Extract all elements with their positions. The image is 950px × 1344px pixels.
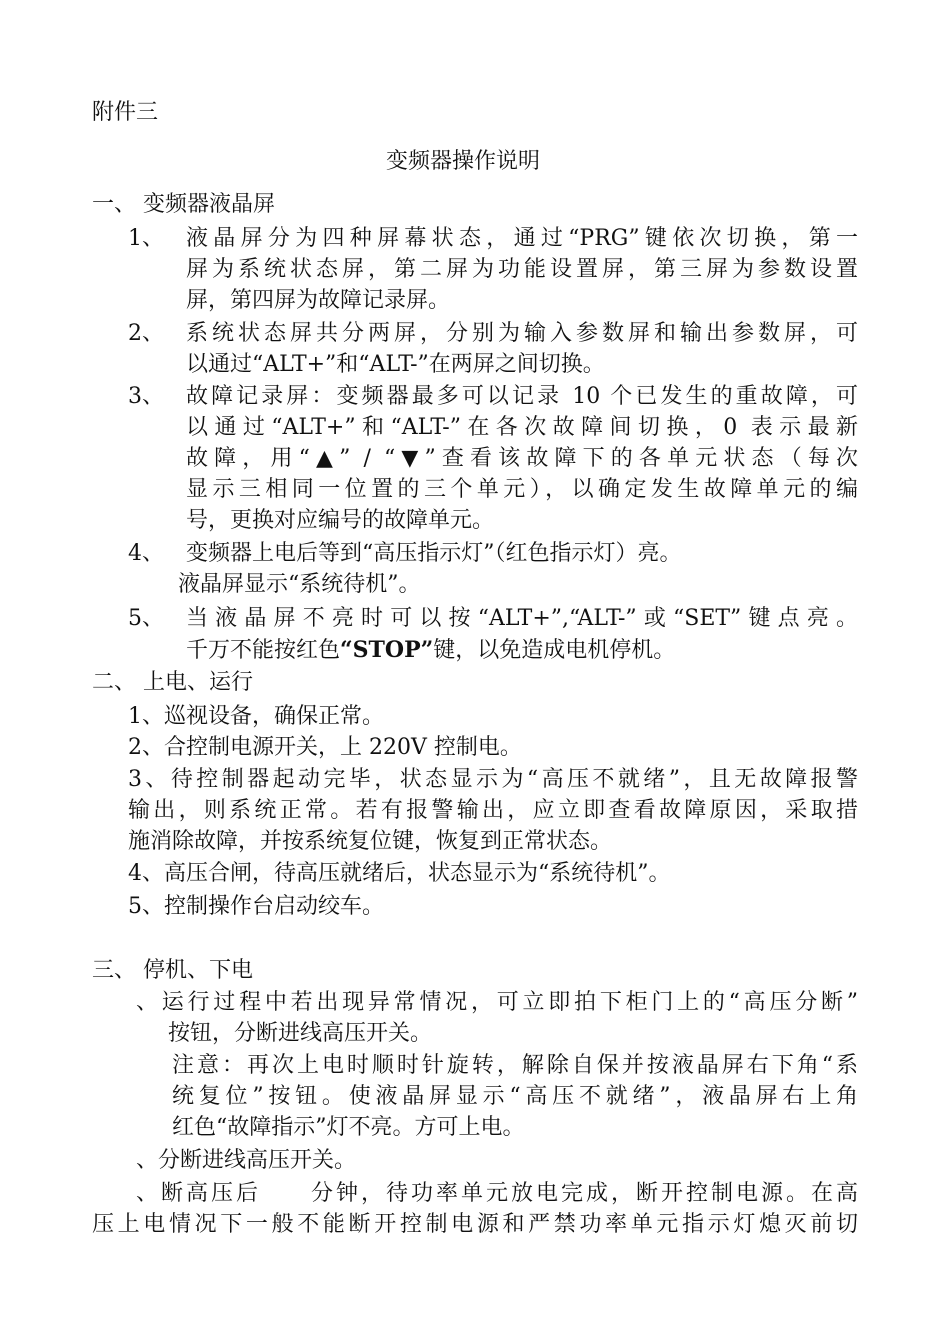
section-3-heading: 三、 停机、下电 (92, 958, 253, 983)
section-3-note: 统复位”按钮。使液晶屏显示“高压不就绪”，液晶屏右上角 (172, 1084, 858, 1109)
item-3-line: 显示三相同一位置的三个单元），以确定发生故障单元的编 (186, 477, 858, 502)
item-4-number: 4、 (128, 541, 164, 566)
section-2-line: 4、高压合闸，待高压就绪后，状态显示为“系统待机”。 (128, 861, 671, 886)
document-title: 变频器操作说明 (386, 149, 541, 174)
section-2-line: 输出，则系统正常。若有报警输出，应立即查看故障原因，采取措 (128, 798, 858, 823)
stop-key-label: “STOP” (340, 637, 434, 663)
attachment-label: 附件三 (92, 100, 159, 125)
item-5-number: 5、 (128, 606, 164, 631)
section-3-line: 、断高压后 分钟，待功率单元放电完成，断开控制电源。在高 (136, 1181, 858, 1206)
item-2-number: 2、 (128, 321, 164, 346)
item-3-line: 号，更换对应编号的故障单元。 (186, 508, 495, 533)
item-5-line: 当液晶屏不亮时可以按“ALT+”,“ALT-”或“SET”键点亮。 (186, 606, 858, 631)
item-4-line: 液晶屏显示“系统待机”。 (178, 572, 421, 597)
section-2-line: 2、合控制电源开关，上 220V 控制电。 (128, 735, 522, 760)
item-5-text: 千万不能按红色 (186, 638, 341, 663)
item-3-line: 以通过“ALT+”和“ALT-”在各次故障间切换，0 表示最新 (186, 415, 858, 440)
item-5-line (186, 635, 675, 665)
item-3-number: 3、 (128, 384, 164, 409)
section-3-line: 、运行过程中若出现异常情况，可立即拍下柜门上的“高压分断” (136, 990, 858, 1015)
section-2-line: 3、待控制器起动完毕，状态显示为“高压不就绪”，且无故障报警 (128, 767, 858, 792)
section-3-line: 、分断进线高压开关。 (136, 1148, 357, 1173)
item-1-line: 屏，第四屏为故障记录屏。 (186, 288, 451, 313)
section-1-heading: 一、 变频器液晶屏 (92, 192, 275, 217)
item-2-line: 以通过“ALT+”和“ALT-”在两屏之间切换。 (186, 352, 605, 377)
item-1-line: 液晶屏分为四种屏幕状态，通过“PRG”键依次切换，第一 (186, 226, 858, 251)
section-2-line: 5、控制操作台启动绞车。 (128, 894, 384, 919)
item-5-text: 键，以免造成电机停机。 (433, 638, 676, 663)
section-3-note: 注意：再次上电时顺时针旋转，解除自保并按液晶屏右下角“系 (172, 1053, 858, 1078)
section-3-line: 按钮，分断进线高压开关。 (168, 1021, 433, 1046)
item-4-line: 变频器上电后等到“高压指示灯”（红色指示灯）亮。 (186, 541, 682, 566)
item-2-line: 系统状态屏共分两屏，分别为输入参数屏和输出参数屏，可 (186, 321, 858, 346)
item-3-line: 故障记录屏：变频器最多可以记录 10 个已发生的重故障，可 (186, 384, 858, 409)
item-1-line: 屏为系统状态屏，第二屏为功能设置屏，第三屏为参数设置 (186, 257, 858, 282)
section-2-heading: 二、 上电、运行 (92, 670, 253, 695)
item-1-number: 1、 (128, 226, 164, 251)
section-2-line: 1、巡视设备，确保正常。 (128, 704, 384, 729)
item-3-line: 故障，用“▲” / “▼”查看该故障下的各单元状态（每次 (186, 446, 858, 471)
section-3-line: 压上电情况下一般不能断开控制电源和严禁功率单元指示灯熄灭前切 (92, 1212, 858, 1237)
section-3-note: 红色“故障指示”灯不亮。方可上电。 (172, 1115, 525, 1140)
section-2-line: 施消除故障，并按系统复位键，恢复到正常状态。 (128, 829, 613, 854)
